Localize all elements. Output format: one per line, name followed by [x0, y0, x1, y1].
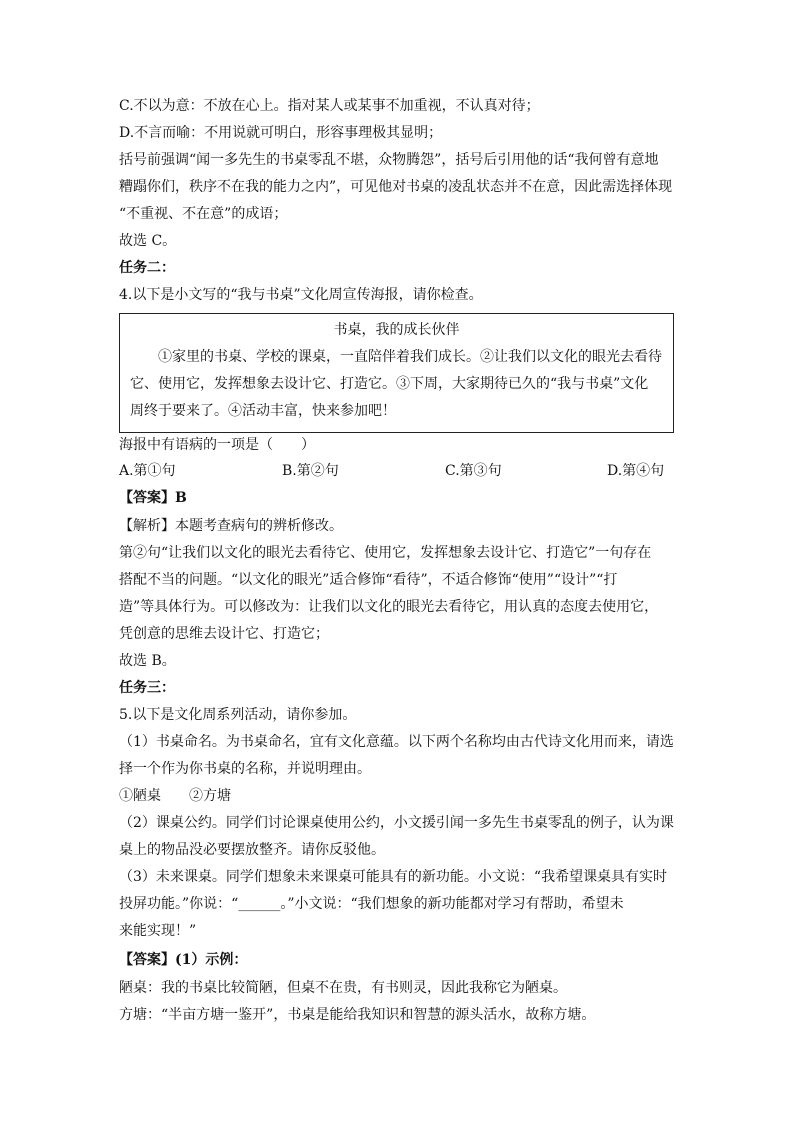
analysis-line: 搭配不当的问题。“以文化的眼光”适合修饰“看待”，不适合修饰“使用”“设计”“打 — [119, 572, 618, 588]
option-c-explanation: C.不以为意：不放在心上。指对某人或某事不加重视，不认真对待； — [119, 98, 540, 114]
poster-line: 它、使用它，发挥想象去设计它、打造它。③下周，大家期待已久的“我与书桌”文化 — [130, 376, 649, 392]
analysis-line: 凭创意的思维去设计它、打造它； — [119, 626, 329, 642]
option-b: B.第②句 — [282, 463, 339, 479]
analysis-line: 第②句“让我们以文化的眼光去看待它、使用它，发挥想象去设计它、打造它”一句存在 — [119, 545, 652, 561]
subquestion-line: （2）课桌公约。同学们讨论课桌使用公约，小文援引闻一多先生书桌零乱的例子，认为课 — [119, 815, 674, 831]
answer-line: 【答案】B — [119, 490, 187, 506]
answer-example: 方塘：“半亩方塘一鉴开”，书桌是能给我知识和智慧的源头活水，故称方塘。 — [119, 1007, 596, 1023]
subquestion-line: 桌上的物品没必要摆放整齐。请你反驳他。 — [119, 842, 385, 858]
analysis-line: 造”等具体行为。可以修改为：让我们以文化的眼光去看待它，用认真的态度去使用它， — [119, 599, 659, 615]
question-5-prompt: 5.以下是文化周系列活动，请你参加。 — [119, 707, 357, 723]
explanation-line: 糟蹋你们，秩序不在我的能力之内”，可见他对书桌的凌乱状态并不在意，因此需选择体现 — [119, 179, 673, 195]
option-d-explanation: D.不言而喻：不用说就可明白，形容事理极其显明； — [119, 125, 443, 141]
option-a: A.第①句 — [119, 463, 176, 479]
conclusion-line: 故选 B。 — [119, 653, 176, 669]
subquestion-line: （1）书桌命名。为书桌命名，宜有文化意蕴。以下两个名称均由古代诗文化用而来，请选 — [119, 734, 674, 750]
option-d: D.第④句 — [607, 463, 665, 479]
name-options: ①陋桌 ②方塘 — [119, 788, 231, 804]
poster-line: ①家里的书桌、学校的课桌，一直陪伴着我们成长。②让我们以文化的眼光去看待 — [158, 349, 662, 365]
subquestion-line: （3）未来课桌。同学们想象未来课桌可能具有的新功能。小文说：“我希望课桌具有实时 — [119, 869, 668, 885]
poster-line: 周终于要来了。④活动丰富，快来参加吧！ — [130, 403, 396, 419]
option-c: C.第③句 — [445, 463, 502, 479]
question-4-prompt: 4.以下是小文写的“我与书桌”文化周宣传海报，请你检查。 — [119, 287, 483, 303]
answer-example: 陋桌：我的书桌比较简陋，但桌不在贵，有书则灵，因此我称它为陋桌。 — [119, 980, 567, 996]
poster-box — [119, 313, 674, 433]
answer-line: 【答案】(1）示例： — [119, 952, 248, 968]
subquestion-line: 投屏功能。”你说：“______。”小文说：“我们想象的新功能都对学习有帮助，希望未 — [119, 896, 624, 912]
explanation-line: “不重视、不在意”的成语； — [119, 206, 288, 222]
poster-title: 书桌，我的成长伙伴 — [333, 322, 460, 338]
question-stem: 海报中有语病的一项是（ ） — [119, 437, 315, 453]
task-heading: 任务二： — [119, 260, 175, 276]
subquestion-line: 来能实现！” — [119, 923, 197, 939]
task-heading: 任务三： — [119, 680, 175, 696]
explanation-line: 括号前强调“闻一多先生的书桌零乱不堪，众物腾怨”，括号后引用他的话“我何曾有意地 — [119, 152, 659, 168]
subquestion-line: 择一个作为你书桌的名称，并说明理由。 — [119, 761, 371, 777]
analysis-line: 【解析】本题考查病句的辨析修改。 — [119, 518, 343, 534]
conclusion-line: 故选 C。 — [119, 233, 177, 249]
